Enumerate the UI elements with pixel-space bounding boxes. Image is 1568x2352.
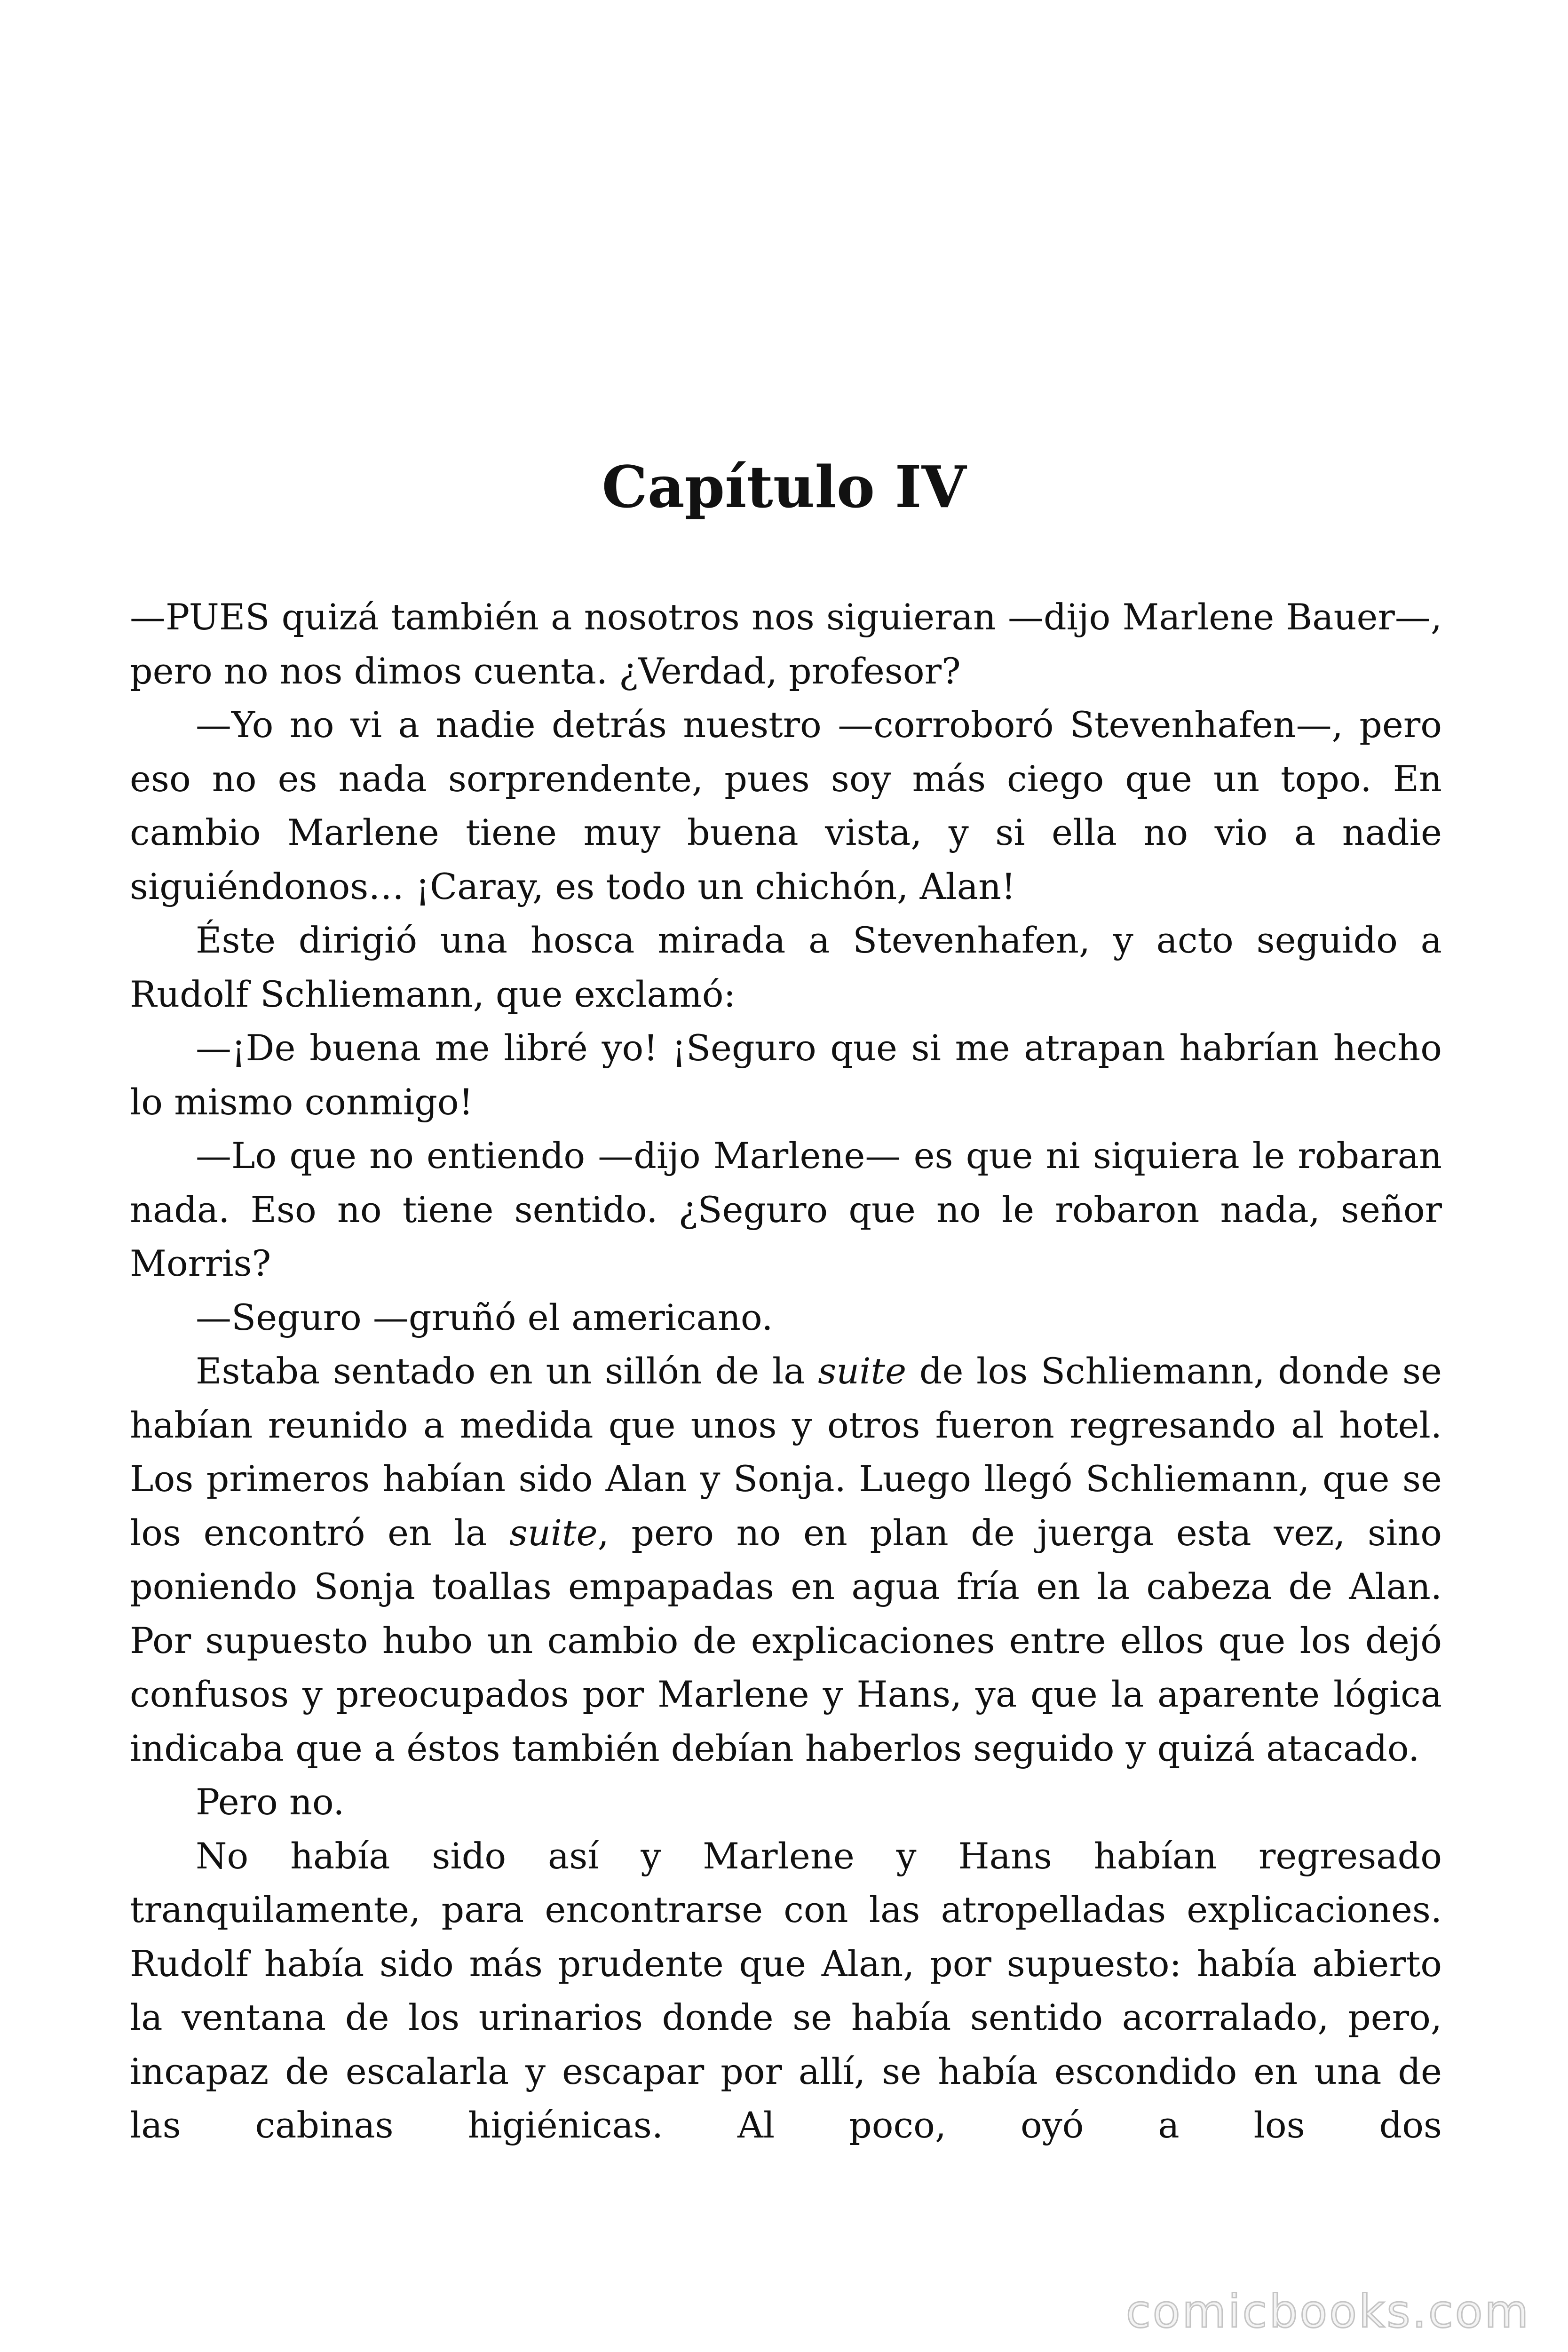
- paragraph-1: —PUES quizá también a nosotros nos siguieran —dijo Marlene Bauer—, pero no nos dimos cuenta. ¿Verdad, profesor?: [130, 596, 1442, 692]
- chapter-body: [130, 590, 1442, 2153]
- paragraph-7: [130, 1344, 1442, 1775]
- italic-word-suite-2: suite: [509, 1511, 598, 1554]
- watermark-logo: comicbooks.com: [1125, 2285, 1530, 2338]
- paragraph-4: —¡De buena me libré yo! ¡Seguro que si me atrapan habrían hecho lo mismo conmigo!: [130, 1027, 1442, 1123]
- italic-word-suite-1: suite: [818, 1350, 907, 1392]
- paragraph-5: —Lo que no entiendo —dijo Marlene— es que ni siquiera le robaran nada. Eso no tiene sentido. ¿Seguro que no le robaron nada, señor Morris?: [130, 1135, 1442, 1284]
- paragraph-2: —Yo no vi a nadie detrás nuestro —corroboró Stevenhafen—, pero eso no es nada sorprendente, pues soy más ciego que un topo. En cambio Marlene tiene muy buena vista, y si ella no vio a nadie siguiéndonos… ¡Caray, es todo un chichón, Alan!: [130, 704, 1442, 907]
- paragraph-6: —Seguro —gruñó el americano.: [196, 1296, 773, 1338]
- paragraph-9: No había sido así y Marlene y Hans habían regresado tranquilamente, para encontrarse con las atropelladas explicaciones. Rudolf había sido más prudente que Alan, por supuesto: había abierto la ventana de los urinarios donde se había sentido acorralado, pero, incapaz de escalarla y escapar por allí, se había escondido en una de las cabinas higiénicas. Al poco, oyó a los dos: [130, 1835, 1442, 2146]
- paragraph-8: Pero no.: [196, 1781, 345, 1823]
- chapter-title: Capítulo IV: [602, 453, 966, 521]
- paragraph-7-part-1: Estaba sentado en un sillón de la: [196, 1350, 818, 1392]
- paragraph-7-part-3: , pero no en plan de juerga esta vez, sino poniendo Sonja toallas empapadas en agua fría en la cabeza de Alan. Por supuesto hubo un cambio de explicaciones entre ellos que los dejó confusos y preocupados por Marlene y Hans, ya que la aparente lógica indicaba que a éstos también debían haberlos seguido y quizá atacado.: [130, 1511, 1442, 1769]
- paragraph-3: Éste dirigió una hosca mirada a Stevenhafen, y acto seguido a Rudolf Schliemann, que exclamó:: [130, 919, 1442, 1015]
- paragraph-7-part-2: de los Schliemann, donde se habían reunido a medida que unos y otros fueron regresando al hotel. Los primeros habían sido Alan y Sonja. Luego llegó Schliemann, que se los encontró en la: [130, 1350, 1442, 1554]
